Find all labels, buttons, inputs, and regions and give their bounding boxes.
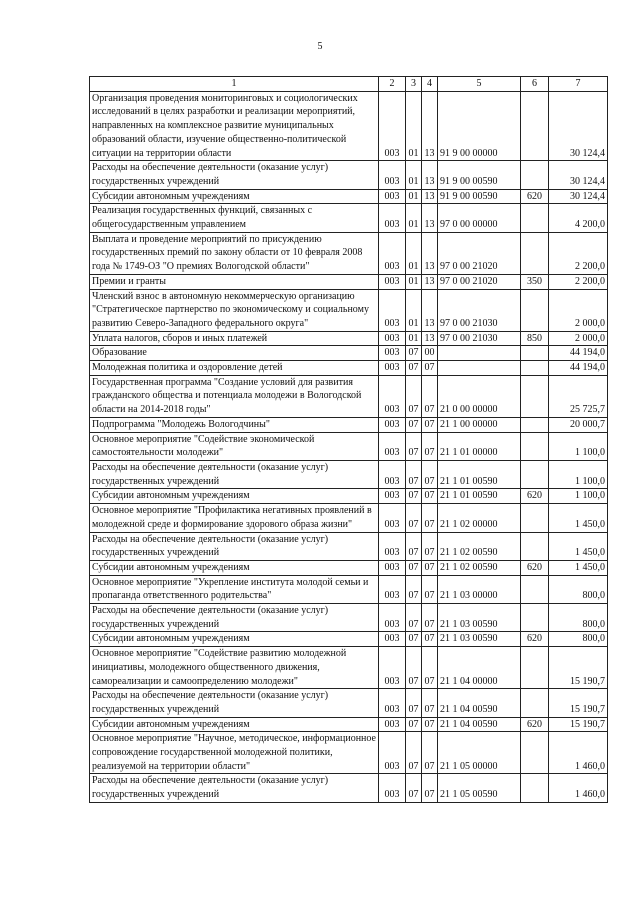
row-code-3: 07 [406,717,422,732]
row-code-4: 07 [422,774,438,802]
table-row [90,460,608,488]
row-code-4: 07 [422,647,438,689]
row-amount: 30 124,4 [549,91,608,161]
row-code-2: 003 [379,417,406,432]
row-amount: 800,0 [549,604,608,632]
row-code-4: 07 [422,717,438,732]
table-row [90,204,608,232]
row-code-6 [521,532,549,560]
row-code-6 [521,375,549,417]
row-code-4: 07 [422,560,438,575]
row-name: Членский взнос в автономную некоммерческую организацию "Стратегическое партнерство по экономическому и социальному развитию Северо-Западного федерального округа" [90,289,379,331]
row-code-4: 00 [422,346,438,361]
row-code-5: 21 1 00 00000 [438,417,521,432]
row-code-6 [521,432,549,460]
row-code-2: 003 [379,647,406,689]
row-code-5: 21 1 04 00000 [438,647,521,689]
row-code-5: 21 1 01 00000 [438,432,521,460]
row-amount: 2 200,0 [549,274,608,289]
row-name: Основное мероприятие "Профилактика негативных проявлений в молодежной среде и формирование здорового образа жизни" [90,504,379,532]
row-amount: 1 460,0 [549,774,608,802]
table-row [90,432,608,460]
row-code-2: 003 [379,532,406,560]
row-code-3: 07 [406,346,422,361]
row-name: Субсидии автономным учреждениям [90,717,379,732]
row-amount: 1 100,0 [549,432,608,460]
row-code-4: 13 [422,331,438,346]
table-row [90,604,608,632]
table-row [90,532,608,560]
row-code-5 [438,346,521,361]
row-code-5: 21 1 03 00000 [438,575,521,603]
row-code-2: 003 [379,331,406,346]
row-code-5: 97 0 00 00000 [438,204,521,232]
row-code-3: 07 [406,732,422,774]
row-amount: 1 460,0 [549,732,608,774]
row-name: Основное мероприятие "Научное, методическое, информационное сопровождение государственной молодежной политики, реализуемой на территории области" [90,732,379,774]
row-code-5: 91 9 00 00590 [438,189,521,204]
table-row [90,489,608,504]
row-code-4: 13 [422,161,438,189]
row-code-2: 003 [379,189,406,204]
row-code-2: 003 [379,161,406,189]
row-name: Расходы на обеспечение деятельности (оказание услуг) государственных учреждений [90,774,379,802]
row-code-4: 07 [422,460,438,488]
row-code-2: 003 [379,432,406,460]
table-row [90,331,608,346]
row-code-3: 01 [406,289,422,331]
row-amount: 800,0 [549,575,608,603]
row-code-3: 07 [406,361,422,376]
header-col-2: 2 [379,77,406,92]
row-code-6 [521,647,549,689]
row-code-6 [521,604,549,632]
header-col-6: 6 [521,77,549,92]
row-amount: 1 450,0 [549,532,608,560]
budget-table [89,76,608,803]
row-amount: 15 190,7 [549,647,608,689]
row-code-6 [521,289,549,331]
row-code-4: 07 [422,361,438,376]
row-code-6 [521,361,549,376]
row-code-3: 07 [406,460,422,488]
row-code-4: 07 [422,632,438,647]
row-code-2: 003 [379,504,406,532]
row-code-6: 620 [521,632,549,647]
table-row [90,647,608,689]
row-name: Субсидии автономным учреждениям [90,632,379,647]
row-name: Выплата и проведение мероприятий по присуждению государственных премий по закону области от 10 февраля 2008 года № 1749-ОЗ "О премиях Вологодской области" [90,232,379,274]
row-name: Основное мероприятие "Укрепление института молодой семьи и пропаганда ответственного родительства" [90,575,379,603]
row-code-3: 07 [406,417,422,432]
table-row [90,274,608,289]
row-code-4: 13 [422,204,438,232]
row-amount: 1 100,0 [549,460,608,488]
row-code-5: 21 1 05 00000 [438,732,521,774]
row-name: Субсидии автономным учреждениям [90,489,379,504]
row-code-3: 07 [406,489,422,504]
row-amount: 1 450,0 [549,504,608,532]
row-code-2: 003 [379,689,406,717]
row-code-6: 620 [521,189,549,204]
row-code-6 [521,346,549,361]
row-name: Расходы на обеспечение деятельности (оказание услуг) государственных учреждений [90,532,379,560]
row-code-4: 07 [422,575,438,603]
row-code-4: 07 [422,604,438,632]
row-code-2: 003 [379,346,406,361]
row-code-3: 01 [406,189,422,204]
row-code-6 [521,91,549,161]
row-amount: 30 124,4 [549,189,608,204]
table-row [90,717,608,732]
row-amount: 1 100,0 [549,489,608,504]
row-name: Подпрограмма "Молодежь Вологодчины" [90,417,379,432]
row-code-3: 07 [406,432,422,460]
row-code-6 [521,504,549,532]
row-amount: 30 124,4 [549,161,608,189]
row-code-6 [521,417,549,432]
row-code-5: 21 1 02 00590 [438,532,521,560]
row-code-2: 003 [379,632,406,647]
row-code-5: 21 1 05 00590 [438,774,521,802]
row-code-3: 01 [406,91,422,161]
row-code-4: 07 [422,532,438,560]
row-name: Премии и гранты [90,274,379,289]
table-row [90,189,608,204]
row-code-5: 21 1 03 00590 [438,632,521,647]
row-amount: 4 200,0 [549,204,608,232]
row-code-3: 01 [406,232,422,274]
row-name: Организация проведения мониторинговых и социологических исследований в целях разработки и реализации мероприятий, направленных на комплексное развитие муниципальных образований области, изучение общественно-политической ситуации на территории области [90,91,379,161]
row-code-5 [438,361,521,376]
row-name: Реализация государственных функций, связанных с общегосударственным управлением [90,204,379,232]
row-amount: 800,0 [549,632,608,647]
row-code-5: 21 1 04 00590 [438,717,521,732]
row-code-4: 13 [422,274,438,289]
row-code-6 [521,575,549,603]
row-code-2: 003 [379,560,406,575]
row-amount: 44 194,0 [549,361,608,376]
row-code-4: 13 [422,232,438,274]
header-col-3: 3 [406,77,422,92]
row-code-5: 97 0 00 21030 [438,289,521,331]
header-col-5: 5 [438,77,521,92]
table-row [90,632,608,647]
row-amount: 25 725,7 [549,375,608,417]
row-code-6 [521,204,549,232]
row-code-6 [521,232,549,274]
row-code-3: 07 [406,532,422,560]
row-amount: 20 000,7 [549,417,608,432]
row-code-6 [521,161,549,189]
row-code-3: 07 [406,375,422,417]
row-name: Основное мероприятие "Содействие экономической самостоятельности молодежи" [90,432,379,460]
row-code-6 [521,774,549,802]
row-code-3: 07 [406,774,422,802]
row-name: Государственная программа "Создание условий для развития гражданского общества и потенциала молодежи в Вологодской области на 2014-2018 годы" [90,375,379,417]
row-code-4: 07 [422,504,438,532]
row-code-4: 07 [422,689,438,717]
row-code-4: 07 [422,432,438,460]
row-code-5: 91 9 00 00590 [438,161,521,189]
row-amount: 2 000,0 [549,331,608,346]
table-row [90,575,608,603]
table-row [90,232,608,274]
row-code-2: 003 [379,732,406,774]
row-code-6 [521,460,549,488]
row-code-5: 97 0 00 21020 [438,274,521,289]
row-code-2: 003 [379,460,406,488]
row-name: Субсидии автономным учреждениям [90,560,379,575]
row-code-5: 21 0 00 00000 [438,375,521,417]
table-row [90,417,608,432]
page-number: 5 [317,41,323,52]
row-code-6: 620 [521,717,549,732]
row-amount: 44 194,0 [549,346,608,361]
row-code-6 [521,732,549,774]
row-code-2: 003 [379,774,406,802]
row-code-5: 21 1 02 00590 [438,560,521,575]
row-code-5: 21 1 01 00590 [438,489,521,504]
row-name: Образование [90,346,379,361]
table-row [90,289,608,331]
row-code-2: 003 [379,375,406,417]
row-code-3: 01 [406,204,422,232]
row-code-2: 003 [379,717,406,732]
row-amount: 15 190,7 [549,689,608,717]
row-code-3: 07 [406,689,422,717]
row-code-5: 97 0 00 21030 [438,331,521,346]
row-name: Расходы на обеспечение деятельности (оказание услуг) государственных учреждений [90,604,379,632]
table-row [90,689,608,717]
row-name: Молодежная политика и оздоровление детей [90,361,379,376]
table-header-row [90,77,608,92]
row-code-4: 07 [422,489,438,504]
row-code-5: 21 1 02 00000 [438,504,521,532]
row-code-2: 003 [379,232,406,274]
row-code-6: 350 [521,274,549,289]
header-col-4: 4 [422,77,438,92]
row-code-5: 91 9 00 00000 [438,91,521,161]
row-code-4: 13 [422,289,438,331]
row-code-6 [521,689,549,717]
row-code-5: 97 0 00 21020 [438,232,521,274]
row-code-3: 07 [406,604,422,632]
table-row [90,91,608,161]
row-amount: 1 450,0 [549,560,608,575]
table-row [90,375,608,417]
row-amount: 15 190,7 [549,717,608,732]
row-code-3: 07 [406,504,422,532]
table-row [90,774,608,802]
row-code-4: 07 [422,375,438,417]
row-code-5: 21 1 04 00590 [438,689,521,717]
row-code-6: 620 [521,560,549,575]
row-code-2: 003 [379,91,406,161]
row-amount: 2 000,0 [549,289,608,331]
row-code-3: 01 [406,161,422,189]
row-code-2: 003 [379,274,406,289]
row-code-3: 01 [406,331,422,346]
row-code-3: 01 [406,274,422,289]
row-code-4: 13 [422,91,438,161]
row-code-2: 003 [379,361,406,376]
row-name: Расходы на обеспечение деятельности (оказание услуг) государственных учреждений [90,460,379,488]
row-name: Уплата налогов, сборов и иных платежей [90,331,379,346]
row-code-3: 07 [406,647,422,689]
row-code-2: 003 [379,604,406,632]
row-code-3: 07 [406,632,422,647]
row-code-4: 13 [422,189,438,204]
row-code-5: 21 1 03 00590 [438,604,521,632]
row-name: Расходы на обеспечение деятельности (оказание услуг) государственных учреждений [90,689,379,717]
row-code-4: 07 [422,417,438,432]
row-amount: 2 200,0 [549,232,608,274]
table-row [90,346,608,361]
row-code-2: 003 [379,204,406,232]
table-row [90,161,608,189]
row-name: Основное мероприятие "Содействие развитию молодежной инициативы, молодежного общественного движения, самореализации и самоопределению молодежи" [90,647,379,689]
row-name: Субсидии автономным учреждениям [90,189,379,204]
row-code-3: 07 [406,575,422,603]
table-row [90,732,608,774]
header-col-7: 7 [549,77,608,92]
row-code-3: 07 [406,560,422,575]
row-code-6: 620 [521,489,549,504]
table-row [90,361,608,376]
row-name: Расходы на обеспечение деятельности (оказание услуг) государственных учреждений [90,161,379,189]
header-col-1: 1 [90,77,379,92]
table-row [90,504,608,532]
row-code-2: 003 [379,575,406,603]
row-code-2: 003 [379,489,406,504]
row-code-5: 21 1 01 00590 [438,460,521,488]
row-code-2: 003 [379,289,406,331]
table-row [90,560,608,575]
row-code-6: 850 [521,331,549,346]
row-code-4: 07 [422,732,438,774]
